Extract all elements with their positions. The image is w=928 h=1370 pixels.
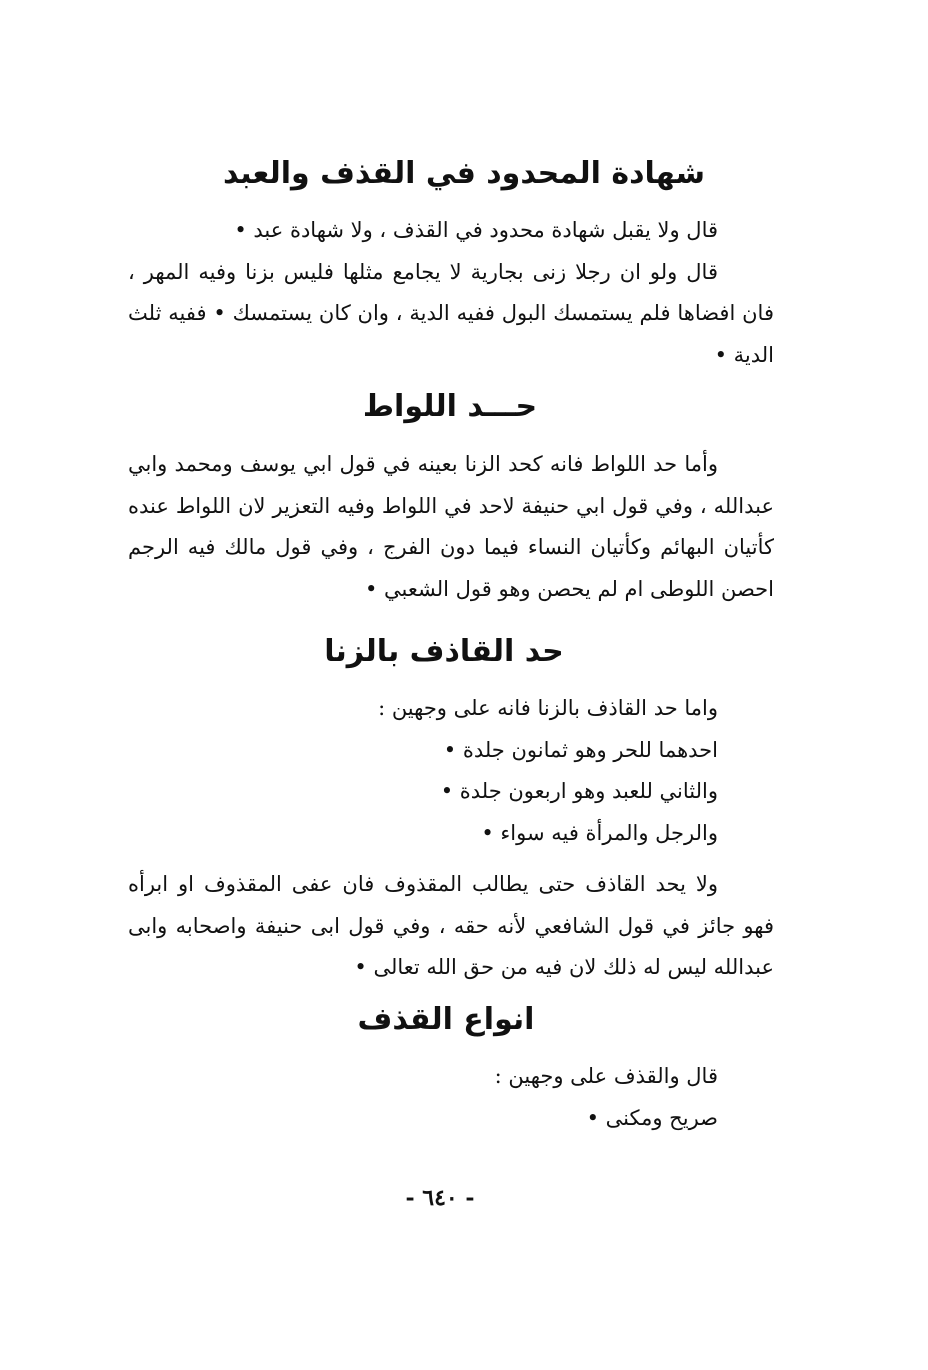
section-slanderer-conditions bbox=[128, 864, 774, 989]
heading-sodomy-penalty: حـــد اللواط bbox=[362, 389, 538, 424]
list-item: والثاني للعبد وهو اربعون جلدة • bbox=[440, 779, 718, 803]
list-item: صريح ومكنى • bbox=[586, 1105, 718, 1130]
list-item: واما حد القاذف بالزنا فانه على وجهين : bbox=[378, 696, 718, 720]
heading-types-of-slander: انواع القذف bbox=[357, 1002, 535, 1037]
section-types-body bbox=[128, 1056, 774, 1139]
paragraph: قال ولو ان رجلا زنى بجارية لا يجامع مثلها فليس بزنا وفيه المهر ، فان افضاها فلم يستمسك البول ففيه الدية ، وان كان يستمسك • ففيه ثلث الدية • bbox=[128, 259, 774, 367]
paragraph: وأما حد اللواط فانه كحد الزنا بعينه في قول ابي يوسف ومحمد وابي عبدالله ، وفي قول ابي حنيفة لاحد في اللواط وفيه التعزير لان اللواط عنده كأتيان البهائم وكأتيان النساء فيما دون الفرج ، وفي قول مالك فيه الرجم احصن اللوطى ام لم يحصن وهو قول الشعبي • bbox=[128, 452, 774, 601]
list-item: احدهما للحر وهو ثمانون جلدة • bbox=[443, 737, 718, 762]
heading-testimony-of-punished: شهادة المحدود في القذف والعبد bbox=[222, 156, 706, 191]
paragraph: قال ولا يقبل شهادة محدود في القذف ، ولا شهادة عبد • bbox=[234, 218, 718, 242]
heading-slanderer-penalty: حد القاذف بالزنا bbox=[324, 634, 564, 669]
list-item: والرجل والمرأة فيه سواء • bbox=[481, 820, 718, 845]
list-item: قال والقذف على وجهين : bbox=[494, 1064, 718, 1088]
page-number: - ٦٤٠ - bbox=[405, 1185, 475, 1211]
section-sodomy-body bbox=[128, 444, 774, 610]
section-testimony-body bbox=[128, 210, 774, 376]
paragraph: ولا يحد القاذف حتى يطالب المقذوف فان عفى المقذوف او ابرأه فهو جائز في قول الشافعي لأنه حقه ، وفي قول ابى حنيفة واصحابه وابى عبدالله ليس له ذلك لان فيه من حق الله تعالى • bbox=[128, 872, 774, 979]
section-slanderer-body bbox=[128, 688, 774, 854]
